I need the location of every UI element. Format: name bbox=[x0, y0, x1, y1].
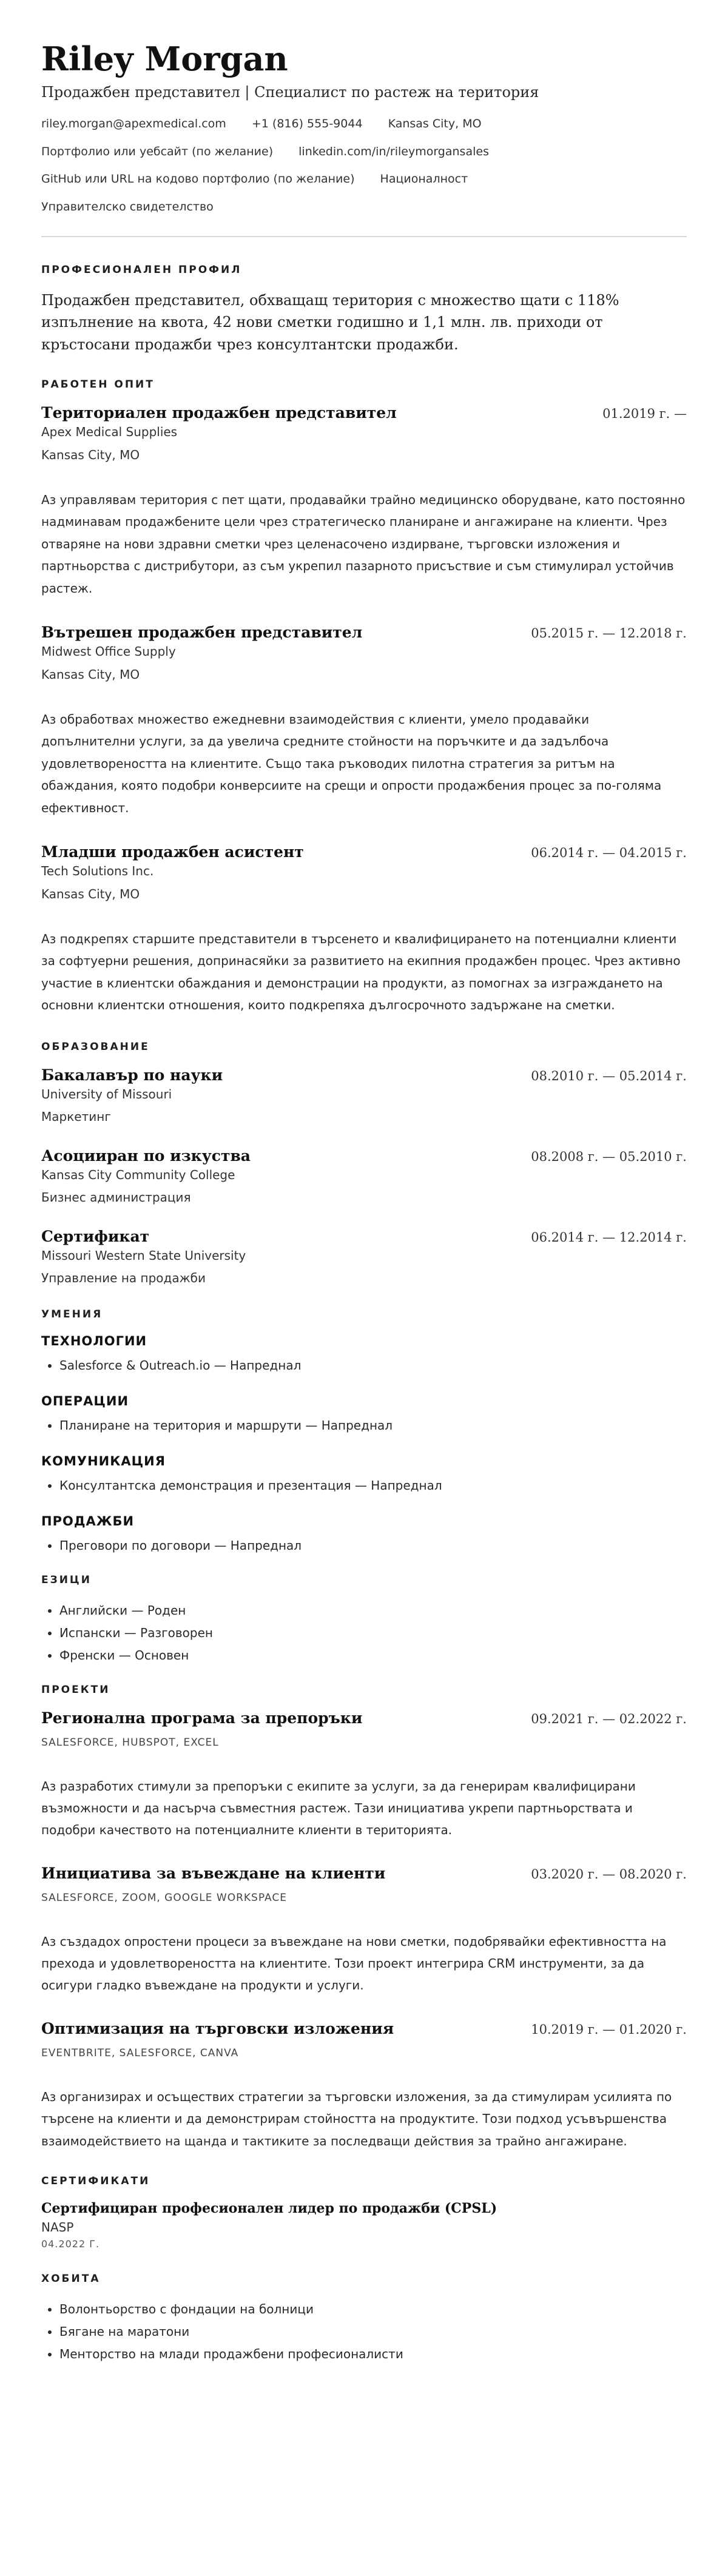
job-dates: 01.2019 г. — bbox=[602, 406, 687, 422]
job-dates: 06.2014 г. — 04.2015 г. bbox=[531, 845, 687, 860]
experience-section bbox=[41, 378, 687, 1016]
education-heading: ОБРАЗОВАНИЕ bbox=[41, 1040, 150, 1053]
project-tech: SALESFORCE, HUBSPOT, EXCEL bbox=[41, 1736, 219, 1749]
project-entry bbox=[41, 1865, 687, 1997]
language-item: • Английски — Роден bbox=[59, 1599, 687, 1622]
project-description: Аз организирах и осъществих стратегии за търговски изложения, за да стимулирам усилията по търсене на клиенти и да демонстрирам стойността на продуктите. Този подход усъвършенства взаимодействието на щанда и тактиките за последващи действия за трайно ангажиране. bbox=[41, 2089, 672, 2148]
project-name: Оптимизация на търговски изложения bbox=[41, 2019, 394, 2037]
degree-title: Бакалавър по науки bbox=[41, 1066, 223, 1084]
skill-item: • Salesforce & Outreach.io — Напреднал bbox=[59, 1354, 687, 1377]
job-description: Аз управлявам територия с пет щати, продавайки трайно медицинско оборудване, като постоянно надминавам продажбените цели чрез стратегическо планиране и ангажиране на клиенти. Чрез отваряне на нови здравни сметки чрез целенасочено издирване, търговски изложения и партньорства с дистрибутори, аз съм укрепил пазарното присъствие и съм стимулирал устойчив растеж. bbox=[41, 493, 686, 596]
summary-text: Продажбен представител, обхващащ територия с множество щати с 118% изпълнение на квота, 42 нови сметки годишно и 1,1 млн. лв. приходи от кръстосани продажби чрез консултантски продажби. bbox=[41, 291, 619, 353]
language-list bbox=[41, 1599, 687, 1667]
projects-heading: ПРОЕКТИ bbox=[41, 1683, 110, 1696]
job-title: Вътрешен продажбен представител bbox=[41, 624, 363, 642]
skill-category: ТЕХНОЛОГИИ bbox=[41, 1333, 147, 1348]
certificates-heading: СЕРТИФИКАТИ bbox=[41, 2175, 150, 2188]
degree-title: Асоцииран по изкуства bbox=[41, 1146, 251, 1165]
project-tech: EVENTBRITE, SALESFORCE, CANVA bbox=[41, 2046, 239, 2059]
job-company: Apex Medical Supplies bbox=[41, 425, 178, 440]
job-title: Териториален продажбен представител bbox=[41, 404, 397, 422]
candidate-headline: Продажбен представител | Специалист по растеж на територия bbox=[41, 84, 539, 101]
project-description: Аз създадох опростени процеси за въвеждане на нови сметки, подобрявайки ефективността на прехода и удовлетвореността на клиентите. Този проект интегрира CRM инструменти, за да осигури гладко въвеждане на продукти и услуги. bbox=[41, 1934, 667, 1993]
language-item: • Френски — Основен bbox=[59, 1644, 687, 1667]
summary-heading: ПРОФЕСИОНАЛЕН ПРОФИЛ bbox=[41, 263, 242, 276]
degree-title: Сертификат bbox=[41, 1227, 150, 1245]
certificates-section bbox=[41, 2175, 687, 2265]
resume-header bbox=[41, 40, 687, 215]
project-description: Аз разработих стимули за препоръки с екипите за услуги, за да генерирам квалифицирани възможности и да насърча съвместния растеж. Тази инициатива укрепи партньорствата и подобри качеството на потенциалните клиенти в територията. bbox=[41, 1778, 636, 1838]
skill-item: • Консултантска демонстрация и презентация — Напреднал bbox=[59, 1475, 687, 1497]
candidate-name: Riley Morgan bbox=[41, 39, 288, 78]
projects-section bbox=[41, 1684, 687, 2153]
job-location: Kansas City, MO bbox=[41, 448, 140, 463]
hobby-list bbox=[41, 2298, 687, 2366]
degree-dates: 06.2014 г. — 12.2014 г. bbox=[531, 1229, 687, 1245]
skill-category: ПРОДАЖБИ bbox=[41, 1513, 135, 1528]
skill-category: КОМУНИКАЦИЯ bbox=[41, 1453, 166, 1468]
hobbies-section bbox=[41, 2273, 687, 2366]
skill-item: • Преговори по договори — Напреднал bbox=[59, 1535, 687, 1557]
job-title: Младши продажбен асистент bbox=[41, 842, 304, 861]
study-field: Управление на продажби bbox=[41, 1270, 206, 1285]
project-name: Инициатива за въвеждане на клиенти bbox=[41, 1864, 386, 1882]
job-location: Kansas City, MO bbox=[41, 667, 140, 682]
education-entry bbox=[41, 1228, 687, 1286]
job-company: Tech Solutions Inc. bbox=[41, 863, 154, 878]
skill-list bbox=[41, 1475, 687, 1497]
contact-phone[interactable]: +1 (816) 555-9044 bbox=[251, 117, 363, 131]
experience-entry bbox=[41, 624, 687, 819]
degree-dates: 08.2008 г. — 05.2010 г. bbox=[531, 1149, 687, 1164]
experience-heading: РАБОТЕН ОПИТ bbox=[41, 378, 155, 391]
contact-nationality: Националност bbox=[380, 172, 468, 186]
degree-dates: 08.2010 г. — 05.2014 г. bbox=[531, 1068, 687, 1083]
job-location: Kansas City, MO bbox=[41, 886, 140, 901]
school-name: Missouri Western State University bbox=[41, 1248, 246, 1263]
study-field: Маркетинг bbox=[41, 1109, 111, 1124]
skill-item: • Планиране на територия и маршрути — Напреднал bbox=[59, 1414, 687, 1437]
contact-location: Kansas City, MO bbox=[388, 117, 482, 131]
school-name: Kansas City Community College bbox=[41, 1167, 235, 1182]
project-dates: 10.2019 г. — 01.2020 г. bbox=[531, 2022, 687, 2037]
education-entry bbox=[41, 1066, 687, 1125]
contact-row-1 bbox=[41, 116, 687, 132]
skill-list bbox=[41, 1414, 687, 1437]
project-dates: 09.2021 г. — 02.2022 г. bbox=[531, 1711, 687, 1726]
certificate-date: 04.2022 Г. bbox=[41, 2238, 100, 2250]
job-description: Аз обработвах множество ежедневни взаимодействия с клиенти, умело продавайки допълнителни услуги, за да увелича средните стойности на поръчките и да задълбоча удовлетвореността на клиентите. Също така ръководих пилотна стратегия за ритъм на обаждания, която подобри конверсиите на срещи и опрости продажбения процес за по-голяма ефективност. bbox=[41, 712, 662, 815]
experience-entry bbox=[41, 843, 687, 1017]
hobby-item: • Менторство на млади продажбени професионалисти bbox=[59, 2343, 687, 2366]
hobbies-heading: ХОБИТА bbox=[41, 2273, 101, 2285]
languages-heading: ЕЗИЦИ bbox=[41, 1573, 92, 1586]
job-dates: 05.2015 г. — 12.2018 г. bbox=[531, 626, 687, 641]
contact-row-2 bbox=[41, 144, 687, 160]
contact-portfolio[interactable]: Портфолио или уебсайт (по желание) bbox=[41, 144, 274, 158]
project-entry bbox=[41, 2020, 687, 2152]
skill-list bbox=[41, 1354, 687, 1377]
language-item: • Испански — Разговорен bbox=[59, 1622, 687, 1644]
education-section bbox=[41, 1041, 687, 1286]
hobby-item: • Бягане на маратони bbox=[59, 2321, 687, 2343]
project-name: Регионална програма за препоръки bbox=[41, 1709, 363, 1727]
skill-list bbox=[41, 1535, 687, 1557]
contact-row-4 bbox=[41, 200, 687, 215]
summary-section bbox=[41, 264, 687, 355]
experience-entry bbox=[41, 404, 687, 599]
skills-heading: УМЕНИЯ bbox=[41, 1308, 103, 1320]
languages-section bbox=[41, 1574, 687, 1667]
contact-license: Управителско свидетелство bbox=[41, 200, 214, 214]
contact-row-3 bbox=[41, 172, 687, 187]
education-entry bbox=[41, 1147, 687, 1206]
certificate-name: Сертифициран професионален лидер по продажби (CPSL) bbox=[41, 2201, 497, 2217]
project-tech: SALESFORCE, ZOOM, GOOGLE WORKSPACE bbox=[41, 1891, 287, 1904]
contact-github[interactable]: GitHub или URL на кодово портфолио (по желание) bbox=[41, 172, 355, 186]
header-divider bbox=[41, 236, 687, 237]
certificate-entry bbox=[41, 2201, 687, 2250]
project-entry bbox=[41, 1709, 687, 1841]
certificate-issuer: NASP bbox=[41, 2220, 74, 2235]
study-field: Бизнес администрация bbox=[41, 1189, 191, 1205]
project-dates: 03.2020 г. — 08.2020 г. bbox=[531, 1866, 687, 1882]
skill-category: ОПЕРАЦИИ bbox=[41, 1393, 129, 1408]
contact-email[interactable]: riley.morgan@apexmedical.com bbox=[41, 117, 226, 131]
school-name: University of Missouri bbox=[41, 1086, 172, 1101]
contact-linkedin[interactable]: linkedin.com/in/rileymorgansales bbox=[298, 144, 489, 158]
hobby-item: • Волонтьорство с фондации на болници bbox=[59, 2298, 687, 2321]
job-company: Midwest Office Supply bbox=[41, 644, 176, 659]
skills-section bbox=[41, 1308, 687, 1557]
job-description: Аз подкрепях старшите представители в търсенето и квалифицирането на потенциални клиенти за софтуерни решения, допринасяйки за развитието на екипния продажбен процес. Чрез активно участие в клиентски обаждания и демонстрации на продукти, аз помогнах за изграждането на основни клиентски отношения, които подкрепяха дългосрочното задържане на сметки. bbox=[41, 931, 681, 1013]
